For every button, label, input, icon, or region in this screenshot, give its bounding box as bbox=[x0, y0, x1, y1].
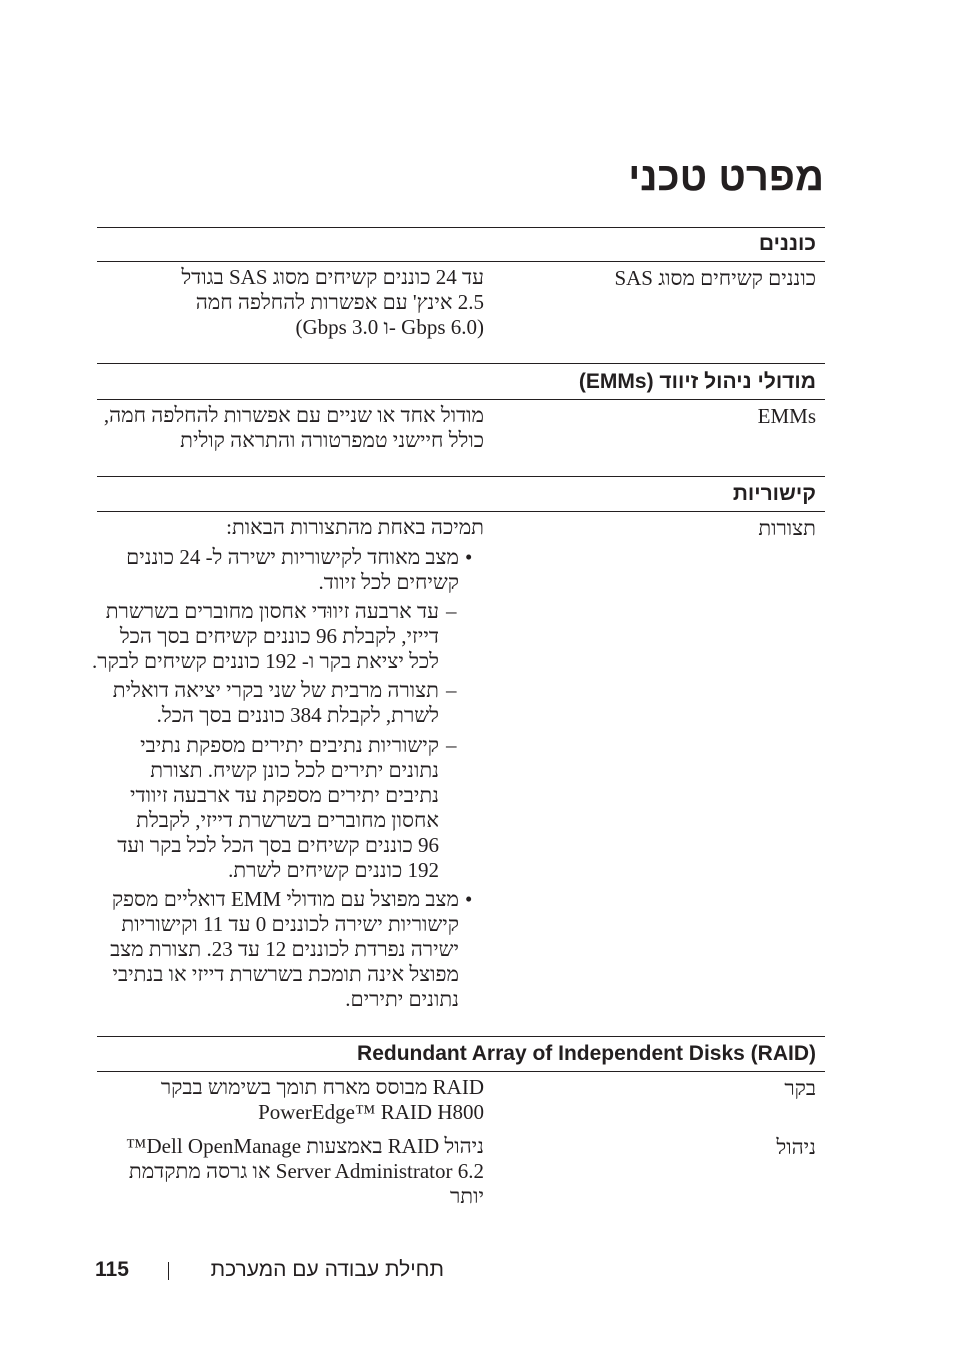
sub-item-line: נתונים יתירים לכל כונן קשיח. תצורת bbox=[150, 758, 439, 782]
row-label-configurations: תצורות bbox=[758, 516, 816, 540]
row-value-management bbox=[126, 1134, 484, 1209]
section-heading-emms: מודולי ניהול זיווד (EMMs) bbox=[578, 370, 816, 393]
section-heading-drives: כוננים bbox=[758, 232, 816, 255]
value-line: (6.0 Gbps -ו 3.0 Gbps) bbox=[295, 315, 484, 339]
sub-item-line: לכל יציאת בקר ו- 192 כוננים קשיחים לבקר. bbox=[92, 649, 439, 673]
sub-item-line: קישוריות נתיבים יתירים מספקת נתיבי bbox=[140, 733, 439, 757]
section-top-rule bbox=[97, 227, 825, 228]
row-label-emms: EMMs bbox=[757, 404, 816, 428]
bullet-line: קשיחים לכל זיווד. bbox=[318, 570, 459, 594]
row-value-emms bbox=[104, 403, 484, 453]
page-number: 115 bbox=[95, 1258, 129, 1281]
value-line: RAID מבוסס מארח תומך בשימוש בבקר bbox=[160, 1075, 484, 1099]
sub-item-line: דייזי, לקבלת 96 כוננים קשיחים בסך הכל bbox=[119, 624, 439, 648]
bullet-line: מפוצל אינה תומכת בשרשרת דייזי או בנתיבי bbox=[112, 962, 459, 986]
section-heading-raid: (RAID) Redundant Array of Independent Disks bbox=[357, 1042, 816, 1065]
section-heading-rule bbox=[97, 399, 825, 400]
section-heading-rule bbox=[97, 511, 825, 512]
sub-item-redundant-paths bbox=[117, 733, 439, 883]
sub-item-line: אחסון מחוברים בשרשרת דייזי, לקבלת bbox=[136, 808, 439, 832]
bullet-line: מצב מאוחד לקישוריות ישירה ל- 24 כוננים bbox=[126, 545, 459, 569]
bullet-split-mode bbox=[110, 887, 459, 1012]
sub-item-line: תצורה מרבית של שני בקרי יציאה דואלית bbox=[112, 678, 439, 702]
section-top-rule bbox=[97, 363, 825, 364]
sub-item-daisy-chain bbox=[92, 599, 439, 674]
sub-item-line: 96 כוננים קשיחים בסך הכל לכל בקר ועד bbox=[117, 833, 439, 857]
value-line: ניהול RAID באמצעות Dell OpenManage™ bbox=[125, 1134, 484, 1158]
value-line: Server Administrator 6.2 או גרסה מתקדמת bbox=[128, 1159, 484, 1183]
value-line: תמיכה באחת מהתצורות הבאות: bbox=[226, 515, 484, 539]
sub-item-line: לשרת, לקבלת 384 כוננים בסך הכל. bbox=[156, 703, 439, 727]
bullet-unified-mode bbox=[126, 545, 459, 595]
sub-item-line: נתיבים יתירים מספקת עד ארבעה זיוודי bbox=[129, 783, 439, 807]
row-label-sas-drives: כוננים קשיחים מסוג SAS bbox=[614, 266, 816, 290]
sub-item-line: 192 כוננים קשיחים לשרת. bbox=[228, 858, 439, 882]
configurations-intro bbox=[226, 515, 484, 540]
sub-item-line: עד ארבעה זיווּדי אחסון מחוברים בשרשרת bbox=[105, 599, 439, 623]
row-label-management: ניהול bbox=[776, 1135, 816, 1159]
dash-marker: – bbox=[446, 733, 457, 757]
sub-item-max-config bbox=[113, 678, 439, 728]
section-heading-rule bbox=[97, 261, 825, 262]
value-line: יותר bbox=[449, 1184, 484, 1208]
value-line: עד 24 כוננים קשיחים מסוג SAS בגודל bbox=[181, 265, 484, 289]
section-top-rule bbox=[97, 1036, 825, 1037]
dash-marker: – bbox=[446, 678, 457, 702]
bullet-marker: • bbox=[465, 887, 473, 911]
bullet-line: מצב מפוצל עם מודולי EMM דואליים מספק bbox=[111, 887, 459, 911]
section-heading-connectivity: קישוריות bbox=[732, 482, 816, 505]
row-value-controller bbox=[161, 1075, 484, 1125]
bullet-line: נתונים יתירים. bbox=[345, 987, 459, 1011]
bullet-line: קישוריות ישירה לכוננים 0 עד 11 וקישוריות bbox=[121, 912, 459, 936]
value-line: כולל חיישני טמפרטורה והתראה קולית bbox=[180, 428, 484, 452]
value-line: מודול אחד או שניים עם אפשרות להחלפה חמה, bbox=[103, 403, 484, 427]
value-line: PowerEdge™ RAID H800 bbox=[258, 1100, 484, 1124]
row-value-sas-drives bbox=[181, 265, 484, 340]
page-title: מפרט טכני bbox=[628, 155, 824, 199]
bullet-line: ישירה נפרדת לכוננים 12 עד 23. תצורת מצב bbox=[110, 937, 459, 961]
section-heading-rule bbox=[97, 1071, 825, 1072]
footer-chapter-title: תחילת עבודה עם המערכת bbox=[210, 1258, 444, 1281]
row-label-controller: בקר bbox=[784, 1076, 816, 1100]
value-line: 2.5 אינץ' עם אפשרות להחלפה חמה bbox=[195, 290, 484, 314]
section-top-rule bbox=[97, 476, 825, 477]
dash-marker: – bbox=[446, 599, 457, 623]
footer-separator bbox=[168, 1262, 169, 1280]
bullet-marker: • bbox=[465, 545, 473, 569]
